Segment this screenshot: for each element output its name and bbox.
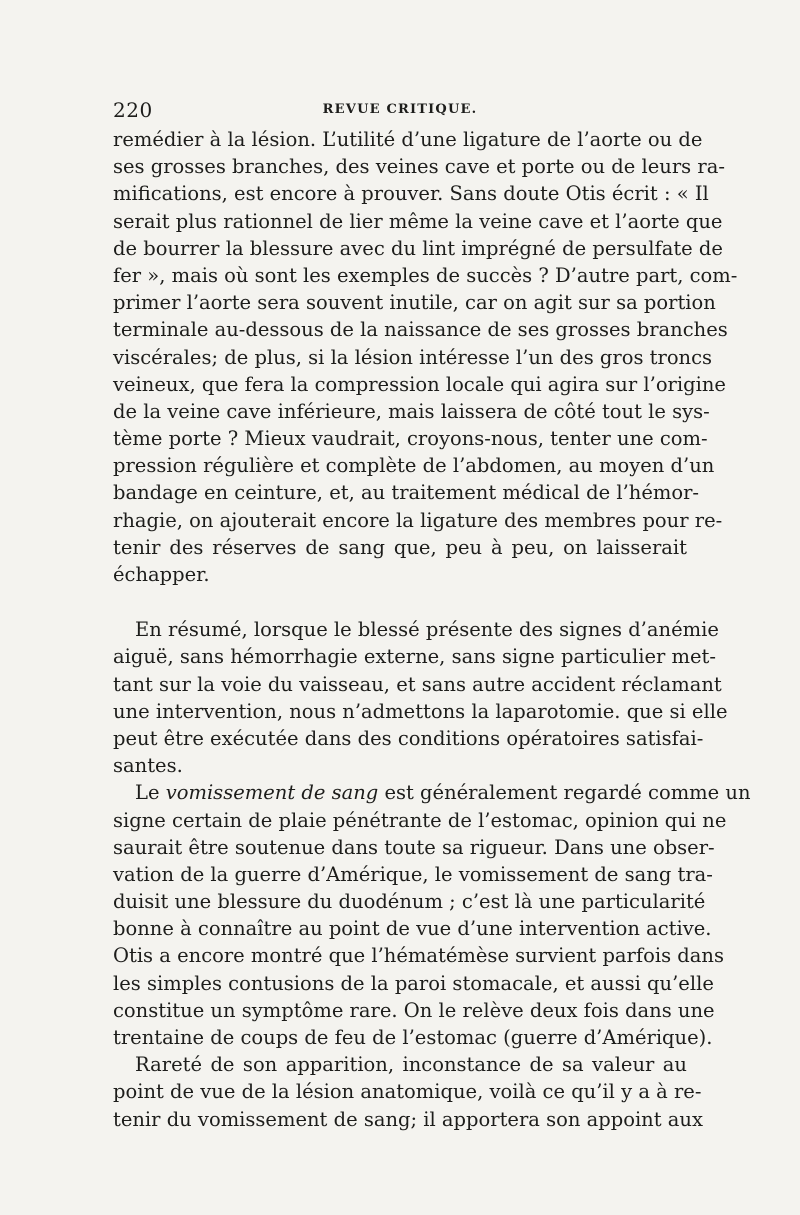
- running-title: REVUE CRITIQUE.: [322, 102, 478, 117]
- paragraph-3: [113, 779, 751, 1051]
- text-line: signe certain de plaie pénétrante de l’estomac, opinion qui ne: [113, 808, 727, 832]
- body-text: [113, 126, 751, 1133]
- page-number: 220: [113, 98, 153, 122]
- paragraph-2: [113, 616, 728, 779]
- text-line: vation de la guerre d’Amérique, le vomissement de sang tra-: [113, 862, 713, 886]
- text-run: Le: [135, 781, 166, 805]
- text-line: duisit une blessure du duodénum ; c’est là une particularité: [113, 890, 706, 914]
- text-line: échapper.: [113, 563, 210, 586]
- italic-term: vomissement de sang: [165, 781, 379, 805]
- paragraph-4: [113, 1051, 703, 1133]
- text-line: ses grosses branches, des veines cave et porte ou de leurs ra-: [113, 155, 725, 179]
- text-line: remédier à la lésion. L’utilité d’une ligature de l’aorte ou de: [113, 128, 703, 151]
- text-line: Otis a encore montré que l’hématémèse survient parfois dans: [113, 944, 724, 968]
- text-line: une intervention, nous n’admettons la laparotomie. que si elle: [113, 699, 728, 723]
- text-line: bonne à connaître au point de vue d’une intervention active.: [113, 917, 712, 941]
- text-run: est généralement regardé comme un: [378, 781, 751, 805]
- text-line: Rareté de son apparition, inconstance de sa valeur au: [135, 1053, 687, 1077]
- text-line: primer l’aorte sera souvent inutile, car on agit sur sa portion: [113, 291, 716, 315]
- text-line: rhagie, on ajouterait encore la ligature des membres pour re-: [113, 508, 723, 532]
- text-line: viscérales; de plus, si la lésion intéresse l’un des gros troncs: [113, 345, 713, 369]
- text-line: de la veine cave inférieure, mais laissera de côté tout le sys-: [113, 399, 710, 423]
- text-line: peut être exécutée dans des conditions opératoires satisfai-: [113, 726, 704, 750]
- text-line: [113, 779, 751, 806]
- text-line: tant sur la voie du vaisseau, et sans autre accident réclamant: [113, 672, 722, 696]
- text-line: mifications, est encore à prouver. Sans doute Otis écrit : « Il: [113, 182, 709, 206]
- text-line: pression régulière et complète de l’abdomen, au moyen d’un: [113, 454, 715, 478]
- text-line: constitue un symptôme rare. On le relève deux fois dans une: [113, 998, 715, 1022]
- text-line: point de vue de la lésion anatomique, voilà ce qu’il y a à re-: [113, 1080, 702, 1104]
- text-line: terminale au-dessous de la naissance de ses grosses branches: [113, 318, 728, 342]
- text-line: aiguë, sans hémorrhagie externe, sans signe particulier met-: [113, 645, 716, 669]
- text-line: tème porte ? Mieux vaudrait, croyons-nous, tenter une com-: [113, 427, 708, 451]
- paragraph-1: [113, 126, 738, 588]
- text-line: trentaine de coups de feu de l’estomac (guerre d’Amérique).: [113, 1026, 713, 1049]
- text-line: tenir des réserves de sang que, peu à peu, on laisserait: [113, 535, 687, 559]
- text-line: de bourrer la blessure avec du lint imprégné de persulfate de: [113, 236, 723, 260]
- text-line: En résumé, lorsque le blessé présente des signes d’anémie: [135, 618, 719, 642]
- text-line: bandage en ceinture, et, au traitement médical de l’hémor-: [113, 481, 700, 505]
- page-header: [113, 98, 687, 122]
- text-line: serait plus rationnel de lier même la veine cave et l’aorte que: [113, 209, 723, 233]
- text-line: les simples contusions de la paroi stomacale, et aussi qu’elle: [113, 971, 714, 995]
- text-line: fer », mais où sont les exemples de succès ? D’autre part, com-: [113, 263, 738, 287]
- text-line: santes.: [113, 754, 183, 778]
- paragraph-gap: [113, 588, 687, 616]
- text-line: veineux, que fera la compression locale qui agira sur l’origine: [113, 372, 726, 396]
- text-line: saurait être soutenue dans toute sa rigueur. Dans une obser-: [113, 835, 715, 859]
- text-line: tenir du vomissement de sang; il apportera son appoint aux: [113, 1107, 703, 1131]
